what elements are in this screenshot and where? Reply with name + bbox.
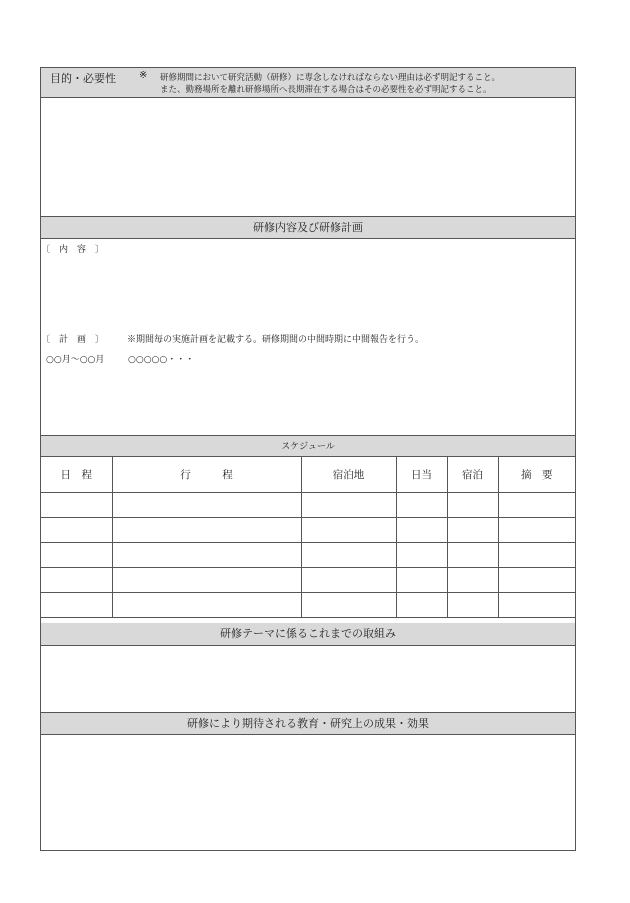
efforts-header: 研修テーマに係るこれまでの取組み [41,623,575,646]
table-cell[interactable] [447,543,498,568]
purpose-field[interactable] [41,98,575,216]
application-form [40,67,576,851]
table-cell[interactable] [41,493,112,518]
table-cell[interactable] [447,493,498,518]
table-cell[interactable] [112,593,301,618]
table-cell[interactable] [447,593,498,618]
schedule-header-row [41,457,575,493]
col-remarks: 摘 要 [498,457,575,493]
table-cell[interactable] [112,543,301,568]
schedule-table [41,457,575,618]
purpose-note-line2: また、勤務場所を離れ研修場所へ長期滞在する場合はその必要性を必ず明記すること。 [160,85,492,95]
table-cell[interactable] [301,593,396,618]
purpose-header [41,68,575,98]
table-cell[interactable] [396,543,447,568]
table-cell[interactable] [41,518,112,543]
table-row [41,543,575,568]
col-daily-allowance: 日当 [396,457,447,493]
schedule-header: スケジュール [41,435,575,457]
table-row [41,518,575,543]
col-itinerary: 行 程 [112,457,301,493]
table-row [41,593,575,618]
table-cell[interactable] [41,543,112,568]
table-cell[interactable] [396,518,447,543]
table-cell[interactable] [498,593,575,618]
table-cell[interactable] [112,518,301,543]
table-cell[interactable] [396,568,447,593]
table-cell[interactable] [112,568,301,593]
outcomes-header: 研修により期待される教育・研究上の成果・効果 [41,712,575,735]
col-lodging-place: 宿泊地 [301,457,396,493]
table-cell[interactable] [396,593,447,618]
content-label: 〔 内 容 〕 [41,245,105,255]
table-cell[interactable] [447,568,498,593]
col-date: 日 程 [41,457,112,493]
purpose-title: 目的・必要性 [50,72,116,85]
note-mark: ※ [139,70,148,81]
table-cell[interactable] [112,493,301,518]
table-cell[interactable] [498,543,575,568]
table-cell[interactable] [301,543,396,568]
table-cell[interactable] [301,518,396,543]
table-cell[interactable] [498,568,575,593]
example-period: ○○月～○○月 [46,355,105,365]
col-lodging: 宿泊 [447,457,498,493]
outcomes-field[interactable] [41,735,575,850]
table-cell[interactable] [301,493,396,518]
table-cell[interactable] [498,493,575,518]
table-cell[interactable] [396,493,447,518]
plan-label: 〔 計 画 〕 [41,335,105,345]
efforts-field[interactable] [41,646,575,712]
table-row [41,493,575,518]
plan-note: ※期間毎の実施計画を記載する。研修期間の中間時期に中間報告を行う。 [127,335,425,345]
plan-header: 研修内容及び研修計画 [41,216,575,239]
plan-field[interactable] [41,239,575,435]
table-cell[interactable] [447,518,498,543]
table-cell[interactable] [41,568,112,593]
table-cell[interactable] [41,593,112,618]
table-cell[interactable] [301,568,396,593]
example-text: ○○○○○・・・ [128,355,195,365]
purpose-note-line1: 研修期間において研究活動（研修）に専念しなければならない理由は必ず明記すること。 [160,73,501,83]
table-row [41,568,575,593]
table-cell[interactable] [498,518,575,543]
